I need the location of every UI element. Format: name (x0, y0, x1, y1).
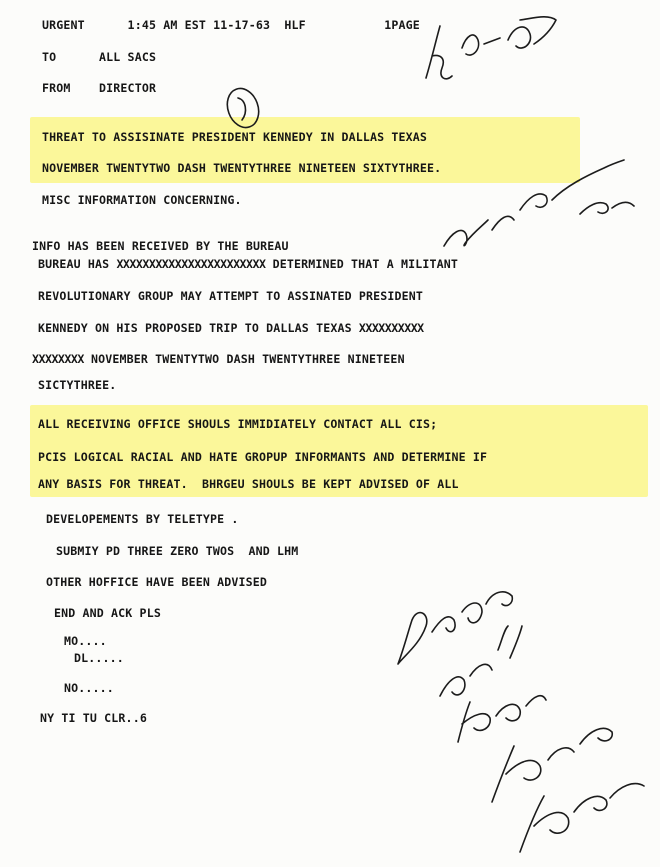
body-line-4-start: KENNEDY ON HIS PROPOSED TRIP TO DALLAS TEXAS (38, 321, 359, 335)
header-line-to: TO ALL SACS (42, 50, 157, 64)
body-line-3: REVOLUTIONARY GROUP MAY ATTEMPT TO ASSINATED PRESIDENT (38, 289, 424, 303)
body-line-1: INFO HAS BEEN RECEIVED BY THE BUREAU (32, 239, 289, 253)
struck-text-3: XXXXXXXX (32, 352, 84, 366)
signature-scrawl-3 (458, 696, 546, 742)
instruction-line-2: PCIS LOGICAL RACIAL AND HATE GROPUP INFORMANTS AND DETERMINE IF (38, 450, 488, 464)
file-note-scrawl (426, 17, 556, 79)
signature-scrawl-1 (398, 592, 512, 664)
body-line-4 (38, 321, 424, 335)
instruction-line-4: DEVELOPEMENTS BY TELETYPE . (46, 512, 239, 526)
closing-line-2: MO.... (64, 634, 107, 648)
subject-line-1: THREAT TO ASSISINATE PRESIDENT KENNEDY IN DALLAS TEXAS (42, 130, 428, 144)
closing-line-5: NY TI TU CLR..6 (40, 711, 147, 725)
closing-line-1: END AND ACK PLS (54, 606, 161, 620)
subject-line-2: NOVEMBER TWENTYTWO DASH TWENTYTHREE NINETEEN SIXTYTHREE. (42, 161, 442, 175)
instruction-line-3: ANY BASIS FOR THREAT. BHRGEU SHOULS BE KEPT ADVISED OF ALL (38, 477, 459, 491)
body-line-2-start: BUREAU HAS (38, 257, 117, 271)
signature-scrawl-2 (440, 626, 522, 696)
subject-line-3: MISC INFORMATION CONCERNING. (42, 193, 242, 207)
instruction-line-1: ALL RECEIVING OFFICE SHOULS IMMIDIATELY CONTACT ALL CIS; (38, 417, 438, 431)
body-line-5-end: NOVEMBER TWENTYTWO DASH TWENTYTHREE NINETEEN (83, 352, 405, 366)
closing-line-3: DL..... (74, 651, 124, 665)
header-line-from: FROM DIRECTOR (42, 81, 157, 95)
body-line-2-end: DETERMINED THAT A MILITANT (265, 257, 458, 271)
signature-scrawl-5 (520, 784, 644, 852)
closing-line-4: NO..... (64, 681, 114, 695)
header-line-urgent: URGENT 1:45 AM EST 11-17-63 HLF 1PAGE (42, 18, 420, 32)
struck-text-2: XXXXXXXXXX (358, 321, 424, 335)
signature-scrawl-4 (492, 728, 612, 802)
body-line-5 (32, 352, 405, 366)
body-line-2 (38, 257, 458, 271)
instruction-line-6: OTHER HOFFICE HAVE BEEN ADVISED (46, 575, 268, 589)
struck-text-1: XXXXXXXXXXXXXXXXXXXXXXX (116, 257, 266, 271)
body-line-6: SICTYTHREE. (38, 378, 117, 392)
instruction-line-5: SUBMIY PD THREE ZERO TWOS AND LHM (56, 544, 299, 558)
